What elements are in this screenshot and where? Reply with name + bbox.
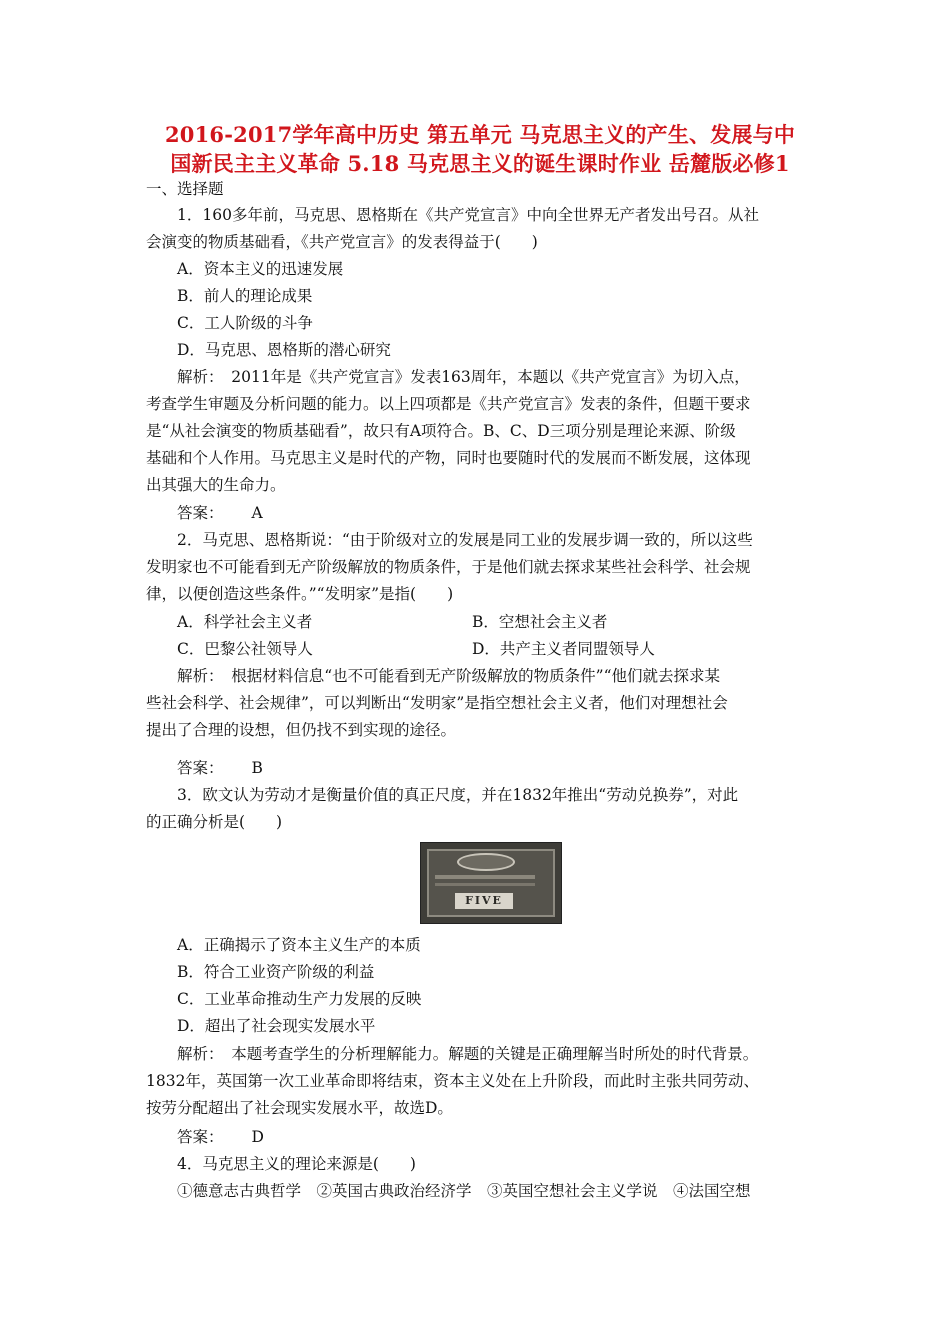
q3-explanation-line-2: 1832年，英国第一次工业革命即将结束，资本主义处在上升阶段，而此时主张共同劳动、 — [146, 1072, 759, 1090]
q1-option-d: D．马克思、恩格斯的潜心研究 — [177, 341, 391, 359]
q2-answer-label: 答案： — [177, 759, 224, 777]
q4-stem-line-2: ①德意志古典哲学 ②英国古典政治经济学 ③英国空想社会主义学说 ④法国空想 — [177, 1182, 751, 1200]
q2-explanation-line-3: 提出了合理的设想，但仍找不到实现的途径。 — [146, 721, 457, 739]
q4-stem-line-1: 4．马克思主义的理论来源是( ) — [177, 1155, 416, 1173]
q3-stem-line-2: 的正确分析是( ) — [146, 813, 283, 831]
q1-stem-line-1: 1．160多年前，马克思、恩格斯在《共产党宣言》中向全世界无产者发出号召。从社 — [177, 206, 759, 224]
q3-option-d: D．超出了社会现实发展水平 — [177, 1017, 376, 1035]
q2-explanation-line-1: 解析： 根据材料信息“也不可能看到无产阶级解放的物质条件”“他们就去探求某 — [177, 667, 721, 685]
labour-note-emblem — [457, 853, 515, 871]
q1-stem-line-2: 会演变的物质基础看，《共产党宣言》的发表得益于( ) — [146, 233, 538, 251]
labour-note-image — [420, 842, 562, 924]
q1-answer-label: 答案： — [177, 504, 224, 522]
q1-explanation-line-3: 是“从社会演变的物质基础看”，故只有A项符合。B、C、D三项分别是理论来源、阶级 — [146, 422, 736, 440]
q1-explanation-line-4: 基础和个人作用。马克思主义是时代的产物，同时也要随时代的发展而不断发展，这体现 — [146, 449, 751, 467]
q3-answer-label: 答案： — [177, 1128, 224, 1146]
title-line-2: 国新民主主义革命 5.18 马克思主义的诞生课时作业 岳麓版必修1 — [170, 151, 790, 176]
q2-stem-line-2: 发明家也不可能看到无产阶级解放的物质条件，于是他们就去探求某些社会科学、社会规 — [146, 558, 751, 576]
q3-stem-line-1: 3．欧文认为劳动才是衡量价值的真正尺度，并在1832年推出“劳动兑换券”，对此 — [177, 786, 739, 804]
q1-explanation-line-1: 解析： 2011年是《共产党宣言》发表163周年，本题以《共产党宣言》为切入点， — [177, 368, 750, 386]
title-line-1: 2016-2017学年高中历史 第五单元 马克思主义的产生、发展与中 — [164, 122, 796, 147]
q1-explanation-line-5: 出其强大的生命力。 — [146, 476, 286, 494]
labour-note-band — [435, 875, 535, 879]
q2-answer-value: B — [251, 759, 263, 777]
q2-option-d: D．共产主义者同盟领导人 — [472, 640, 655, 658]
section-heading: 一、选择题 — [146, 180, 224, 198]
q1-answer — [177, 503, 263, 523]
q1-option-c: C．工人阶级的斗争 — [177, 314, 313, 332]
q2-explanation-line-2: 些社会科学、社会规律”，可以判断出“发明家”是指空想社会主义者，他们对理想社会 — [146, 694, 728, 712]
q1-option-b: B．前人的理论成果 — [177, 287, 313, 305]
q1-explanation-line-2: 考查学生审题及分析问题的能力。以上四项都是《共产党宣言》发表的条件，但题干要求 — [146, 395, 751, 413]
q2-answer — [177, 758, 263, 778]
q1-option-a: A．资本主义的迅速发展 — [177, 260, 344, 278]
q3-explanation-line-3: 按劳分配超出了社会现实发展水平，故选D。 — [146, 1099, 453, 1117]
q3-option-a: A．正确揭示了资本主义生产的本质 — [177, 936, 421, 954]
labour-note-band-2 — [435, 883, 535, 886]
q3-option-b: B．符合工业资产阶级的利益 — [177, 963, 375, 981]
labour-note-denomination: FIVE — [455, 893, 513, 909]
q2-option-a: A．科学社会主义者 — [177, 613, 313, 631]
q2-option-b: B．空想社会主义者 — [472, 613, 608, 631]
q3-option-c: C．工业革命推动生产力发展的反映 — [177, 990, 422, 1008]
q3-answer-value: D — [251, 1128, 264, 1146]
q3-answer — [177, 1127, 264, 1147]
q2-option-c: C．巴黎公社领导人 — [177, 640, 313, 658]
q3-explanation-line-1: 解析： 本题考查学生的分析理解能力。解题的关键是正确理解当时所处的时代背景。 — [177, 1045, 759, 1063]
q2-stem-line-3: 律，以便创造这些条件。”“发明家”是指( ) — [146, 585, 454, 603]
q2-stem-line-1: 2．马克思、恩格斯说：“由于阶级对立的发展是同工业的发展步调一致的，所以这些 — [177, 531, 753, 549]
q1-answer-value: A — [251, 504, 263, 522]
